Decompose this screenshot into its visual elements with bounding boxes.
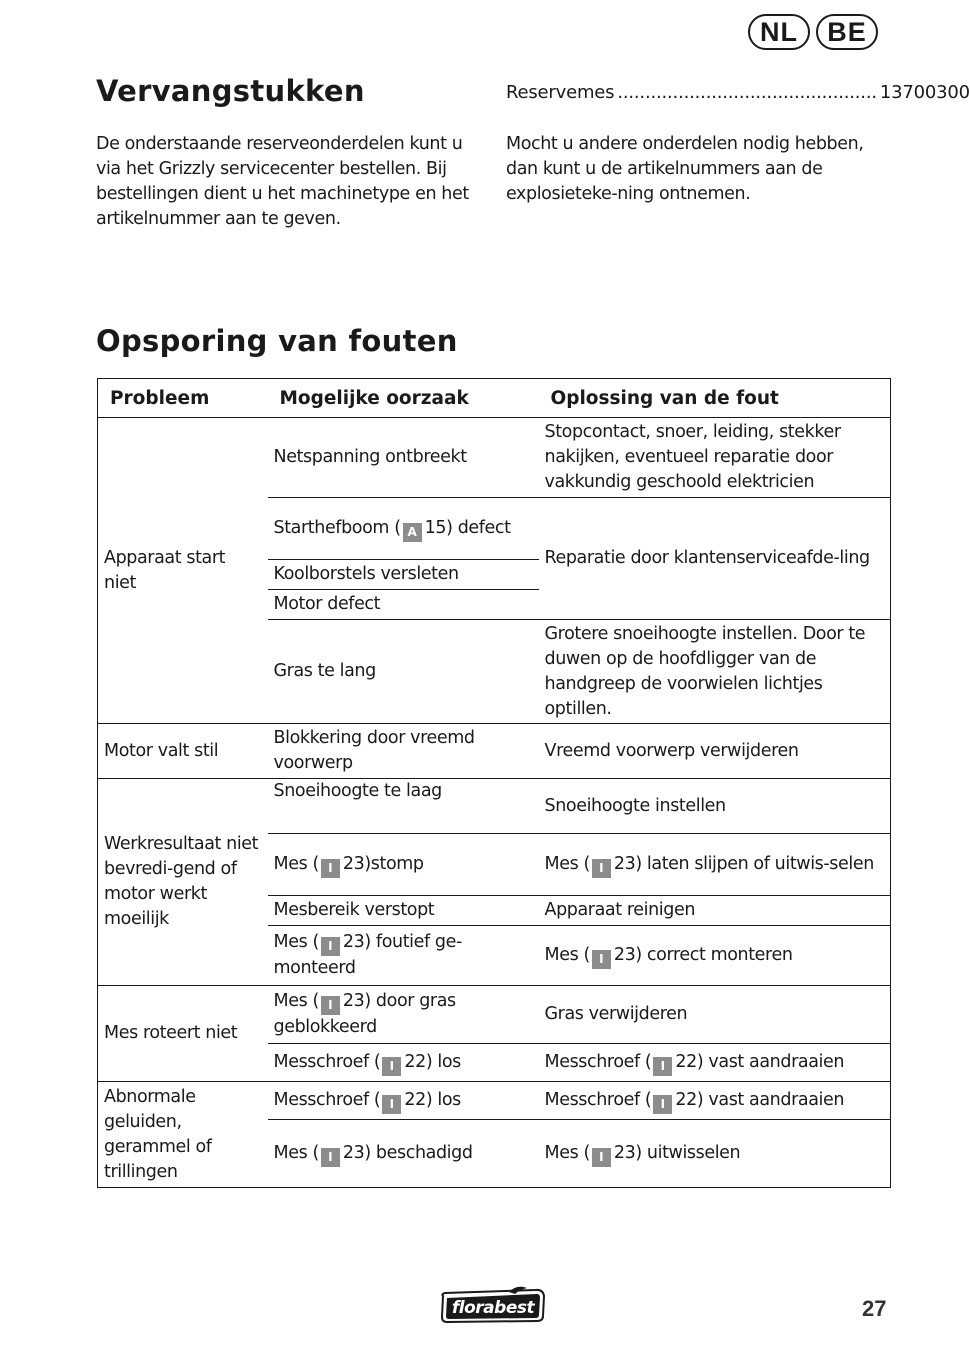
solution-cell: Snoeihoogte instellen [539, 779, 891, 834]
figure-i-icon: I [321, 937, 340, 956]
spare-part-line [506, 82, 970, 103]
figure-i-icon: I [653, 1057, 672, 1076]
problem-cell: Motor valt stil [98, 724, 268, 779]
figure-i-icon: I [321, 996, 340, 1015]
figure-i-icon: I [321, 859, 340, 878]
table-row [98, 724, 891, 779]
florabest-logo [439, 1286, 547, 1324]
cause-cell: Mes ( I 23)stomp [268, 834, 539, 896]
replacement-parts-title: Vervangstukken [96, 74, 365, 108]
cause-cell: Netspanning ontbreekt [273, 447, 467, 467]
solution-cell: Mes ( I 23) uitwisselen [539, 1120, 891, 1188]
cause-cell: Mes ( I 23) foutief ge-monteerd [268, 926, 539, 986]
problem-cell: Mes roteert niet [98, 986, 268, 1082]
table-row [98, 986, 891, 1044]
cause-cell: Blokkering door vreemd voorwerp [268, 724, 539, 779]
cause-cell: Mes ( I 23) beschadigd [268, 1120, 539, 1188]
cause-cell: Messchroef ( I 22) los [268, 1082, 539, 1120]
troubleshooting-title: Opsporing van fouten [96, 324, 458, 358]
problem-cell: Apparaat start niet [104, 547, 226, 593]
solution-cell: Stopcontact, snoer, leiding, stekker nakijken, eventueel reparatie door vakkundig geschoold elektricien [544, 422, 841, 492]
solution-cell: Messchroef ( I 22) vast aandraaien [539, 1082, 891, 1120]
page-number: 27 [862, 1296, 887, 1321]
spare-part-name: Reservemes [506, 82, 615, 103]
other-parts-text: Mocht u andere onderdelen nodig hebben, dan kunt u de artikelnummers aan de explosieteke-ning ontnemen. [506, 134, 864, 204]
solution-cell: Mes ( I 23) laten slijpen of uitwis-selen [539, 834, 891, 896]
solution-cell: Vreemd voorwerp verwijderen [539, 724, 891, 779]
solution-cell: Apparaat reinigen [539, 896, 891, 926]
language-badge-nl: NL [748, 14, 810, 50]
cause-cell: Snoeihoogte te laag [268, 779, 539, 834]
header-cause: Mogelijke oorzaak [268, 379, 539, 418]
figure-i-icon: I [592, 859, 611, 878]
figure-i-icon: I [382, 1095, 401, 1114]
logo-text: florabest [451, 1298, 535, 1318]
figure-i-icon: I [382, 1057, 401, 1076]
figure-i-icon: I [592, 950, 611, 969]
solution-cell: Reparatie door klantenserviceafde-ling [539, 498, 891, 620]
spare-part-number: 13700300 [879, 82, 970, 103]
cause-cell: Koolborstels versleten [268, 560, 539, 590]
replacement-intro-text: De onderstaande reserveonderdelen kunt u via het Grizzly servicecenter bestellen. Bij bestellingen dient u het machinetype en het artikelnummer aan te geven. [96, 134, 469, 229]
troubleshooting-table [97, 378, 891, 1188]
figure-i-icon: I [321, 1148, 340, 1167]
cause-cell: Motor defect [268, 590, 539, 620]
figure-i-icon: I [592, 1148, 611, 1167]
header-problem: Probleem [98, 379, 268, 418]
cause-cell: Gras te lang [268, 620, 539, 724]
figure-i-icon: I [653, 1095, 672, 1114]
solution-cell: Messchroef ( I 22) vast aandraaien [539, 1044, 891, 1082]
figure-a-icon: A [403, 523, 422, 542]
problem-cell: Abnormale geluiden, gerammel of trillingen [98, 1082, 268, 1188]
spare-part-dots: ............................................... [617, 82, 877, 103]
table-row [98, 779, 891, 834]
cause-cell: Mesbereik verstopt [268, 896, 539, 926]
table-header-row [98, 379, 891, 418]
header-solution: Oplossing van de fout [539, 379, 891, 418]
cause-cell: Mes ( I 23) door gras geblokkeerd [268, 986, 539, 1044]
language-badges [748, 14, 878, 50]
solution-cell: Grotere snoeihoogte instellen. Door te duwen op de hoofdligger van de handgreep de voorwielen lichtjes optillen. [539, 620, 891, 724]
cause-cell: Starthefboom ( A 15) defect [268, 498, 539, 560]
language-badge-be: BE [816, 14, 878, 50]
solution-cell: Mes ( I 23) correct monteren [539, 926, 891, 986]
problem-cell: Werkresultaat niet bevredi-gend of motor werkt moeilijk [98, 779, 268, 986]
cause-cell: Messchroef ( I 22) los [268, 1044, 539, 1082]
table-row [98, 1082, 891, 1120]
table-row [98, 418, 891, 498]
solution-cell: Gras verwijderen [539, 986, 891, 1044]
